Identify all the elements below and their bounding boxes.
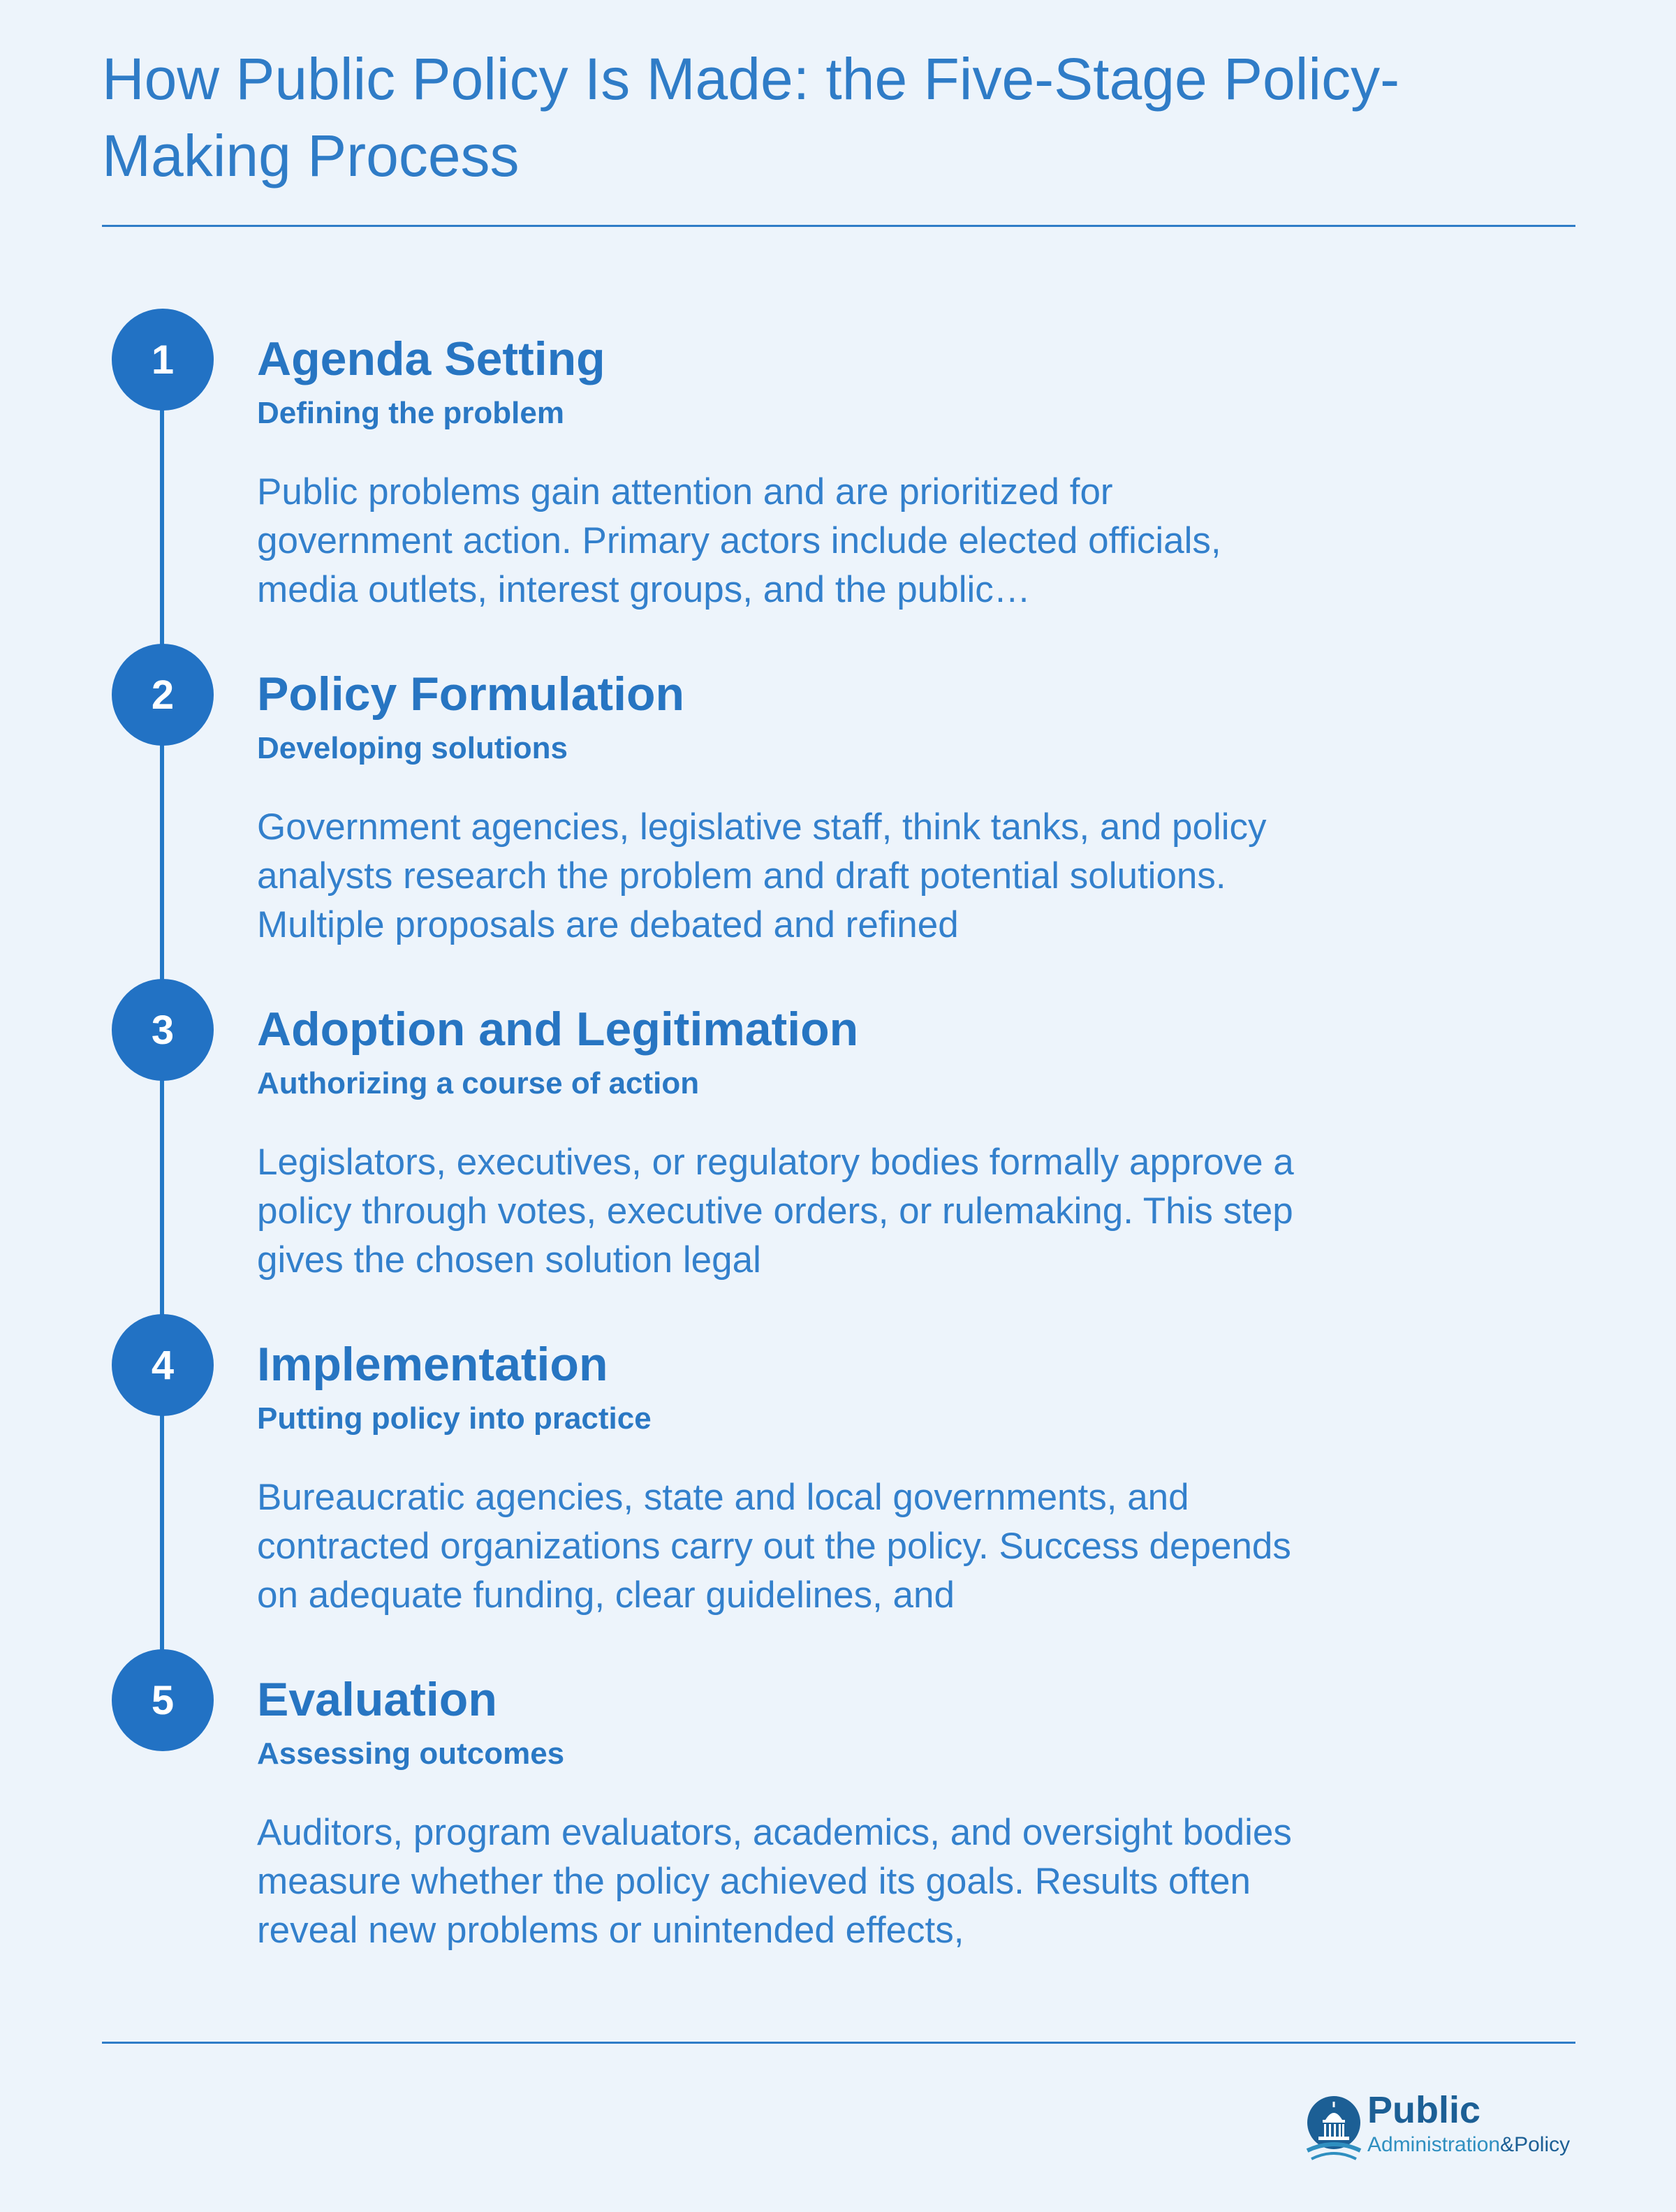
- stage-number-badge: 1: [112, 309, 214, 411]
- stage-heading: Evaluation: [257, 1673, 497, 1726]
- stage-description: Government agencies, legislative staff, think tanks, and policy analysts research the problem and draft potential solutions. Multiple proposals are debated and refined: [257, 806, 1267, 945]
- stage-heading: Implementation: [257, 1338, 608, 1391]
- publisher-logo: [1304, 2089, 1577, 2169]
- stage-number-badge: 4: [112, 1314, 214, 1416]
- stage-subheading: Defining the problem: [257, 396, 564, 430]
- stage-heading: Policy Formulation: [257, 668, 685, 721]
- stage-subheading: Authorizing a course of action: [257, 1066, 700, 1100]
- stage-description: Bureaucratic agencies, state and local governments, and contracted organizations carry out the policy. Success depends on adequate funding, clear guidelines, and: [257, 1477, 1291, 1616]
- stage-description: Legislators, executives, or regulatory bodies formally approve a policy through votes, executive orders, or rulemaking. This step gives the chosen solution legal: [257, 1142, 1294, 1281]
- stage-number-badge: 5: [112, 1649, 214, 1751]
- stage-description: Public problems gain attention and are prioritized for government action. Primary actors include elected officials, media outlets, interest groups, and the public…: [257, 471, 1221, 610]
- stage-subheading: Assessing outcomes: [257, 1737, 565, 1771]
- stage-heading: Adoption and Legitimation: [257, 1003, 859, 1056]
- logo-line1: Public: [1367, 2089, 1481, 2131]
- logo-line2b: &Policy: [1500, 2133, 1571, 2156]
- stage-number-badge: 2: [112, 644, 214, 746]
- page-title: How Public Policy Is Made: the Five-Stage Policy-Making Process: [102, 46, 1400, 189]
- stage-heading: Agenda Setting: [257, 332, 605, 385]
- top-divider: [102, 225, 1575, 227]
- capitol-dome-icon: [1304, 2092, 1363, 2165]
- bottom-divider: [102, 2042, 1575, 2044]
- stage-subheading: Developing solutions: [257, 731, 568, 765]
- logo-line2: [1367, 2132, 1570, 2158]
- stage-subheading: Putting policy into practice: [257, 1401, 652, 1436]
- logo-line2a: Administration: [1367, 2133, 1501, 2156]
- stage-number-badge: 3: [112, 979, 214, 1081]
- stage-description: Auditors, program evaluators, academics, and oversight bodies measure whether the policy achieved its goals. Results often reveal new problems or unintended effects,: [257, 1812, 1292, 1951]
